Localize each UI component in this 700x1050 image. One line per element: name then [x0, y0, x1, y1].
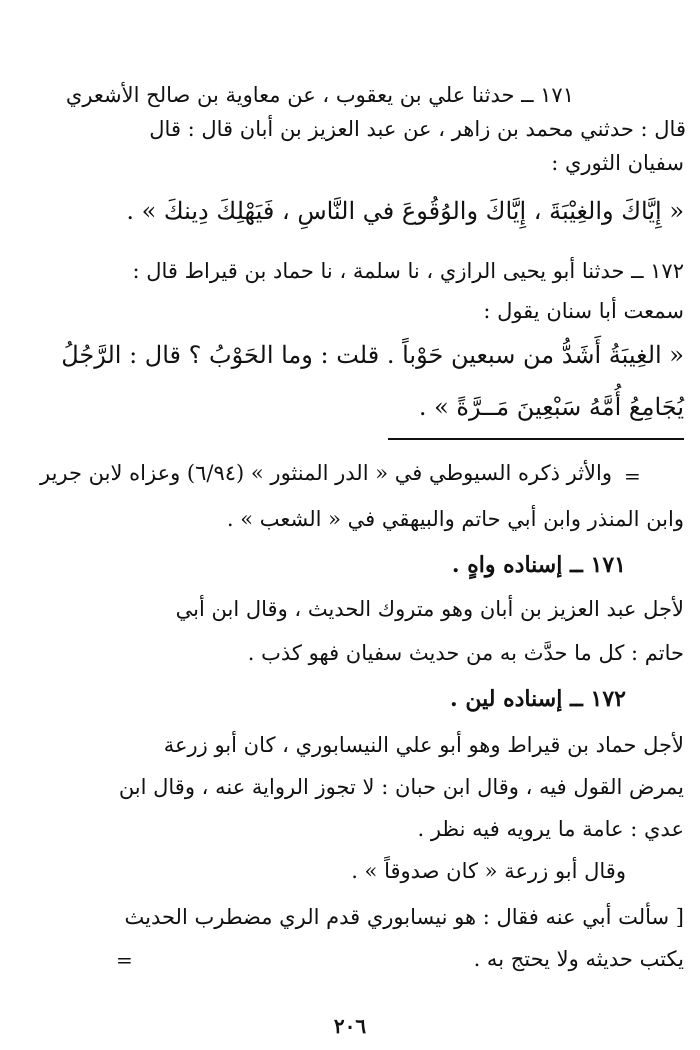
footnote-line: لأجل حماد بن قيراط وهو أبو علي النيسابوري ، كان أبو زرعة: [163, 733, 684, 757]
footnote-heading-172: ١٧٢ ــ إسناده لين .: [450, 686, 626, 712]
footnote-line: عدي : عامة ما يرويه فيه نظر .: [417, 817, 684, 841]
bracket-line: [ سألت أبي عنه فقال : هو نيسابوري قدم الري مضطرب الحديث: [124, 905, 684, 929]
footnote-divider: [388, 438, 684, 440]
footnote-line: يمرض القول فيه ، وقال ابن حبان : لا تجوز الرواية عنه ، وقال ابن: [118, 775, 684, 799]
footnote-line: لأجل عبد العزيز بن أبان وهو متروك الحديث ، وقال ابن أبي: [175, 597, 684, 621]
text-line: ١٧١ ــ حدثنا علي بن يعقوب ، عن معاوية بن صالح الأشعري: [65, 83, 574, 107]
text-line: سفيان الثوري :: [551, 151, 684, 175]
page-number: ٢٠٦: [333, 1014, 367, 1038]
continuation-marker: =: [116, 948, 133, 972]
quote-line: « إِيَّاكَ والغِيْبَةَ ، إِيَّاكَ والوُقُوعَ في النَّاسِ ، فَيَهْلِكَ دِينكَ » .: [126, 197, 684, 225]
quote-line: يُجَامِعُ أُمَّهُ سَبْعِينَ مَــرَّةً » .: [418, 393, 684, 421]
footnote-heading-171: ١٧١ ــ إسناده واهٍ .: [451, 552, 626, 578]
footnote-line: وقال أبو زرعة « كان صدوقاً » .: [351, 859, 626, 883]
bracket-line: يكتب حديثه ولا يحتج به .: [473, 947, 684, 971]
text-line: ١٧٢ ــ حدثنا أبو يحيى الرازي ، نا سلمة ، نا حماد بن قيراط قال :: [132, 259, 684, 283]
footnote-line: والأثر ذكره السيوطي في « الدر المنثور » (٦/٩٤) وعزاه لابن جرير: [39, 461, 612, 485]
quote-line: « الغِيبَةُ أَشَدُّ من سبعين حَوْباً . قلت : وما الحَوْبُ ؟ قال : الرَّجُلُ: [61, 341, 684, 369]
text-line: سمعت أبا سنان يقول :: [483, 299, 684, 323]
text-line: قال : حدثني محمد بن زاهر ، عن عبد العزيز بن أبان قال : قال: [149, 117, 686, 141]
continuation-marker: =: [624, 464, 641, 488]
footnote-line: حاتم : كل ما حدَّث به من حديث سفيان فهو كذب .: [247, 641, 684, 665]
footnote-line: وابن المنذر وابن أبي حاتم والبيهقي في « الشعب » .: [226, 507, 684, 531]
